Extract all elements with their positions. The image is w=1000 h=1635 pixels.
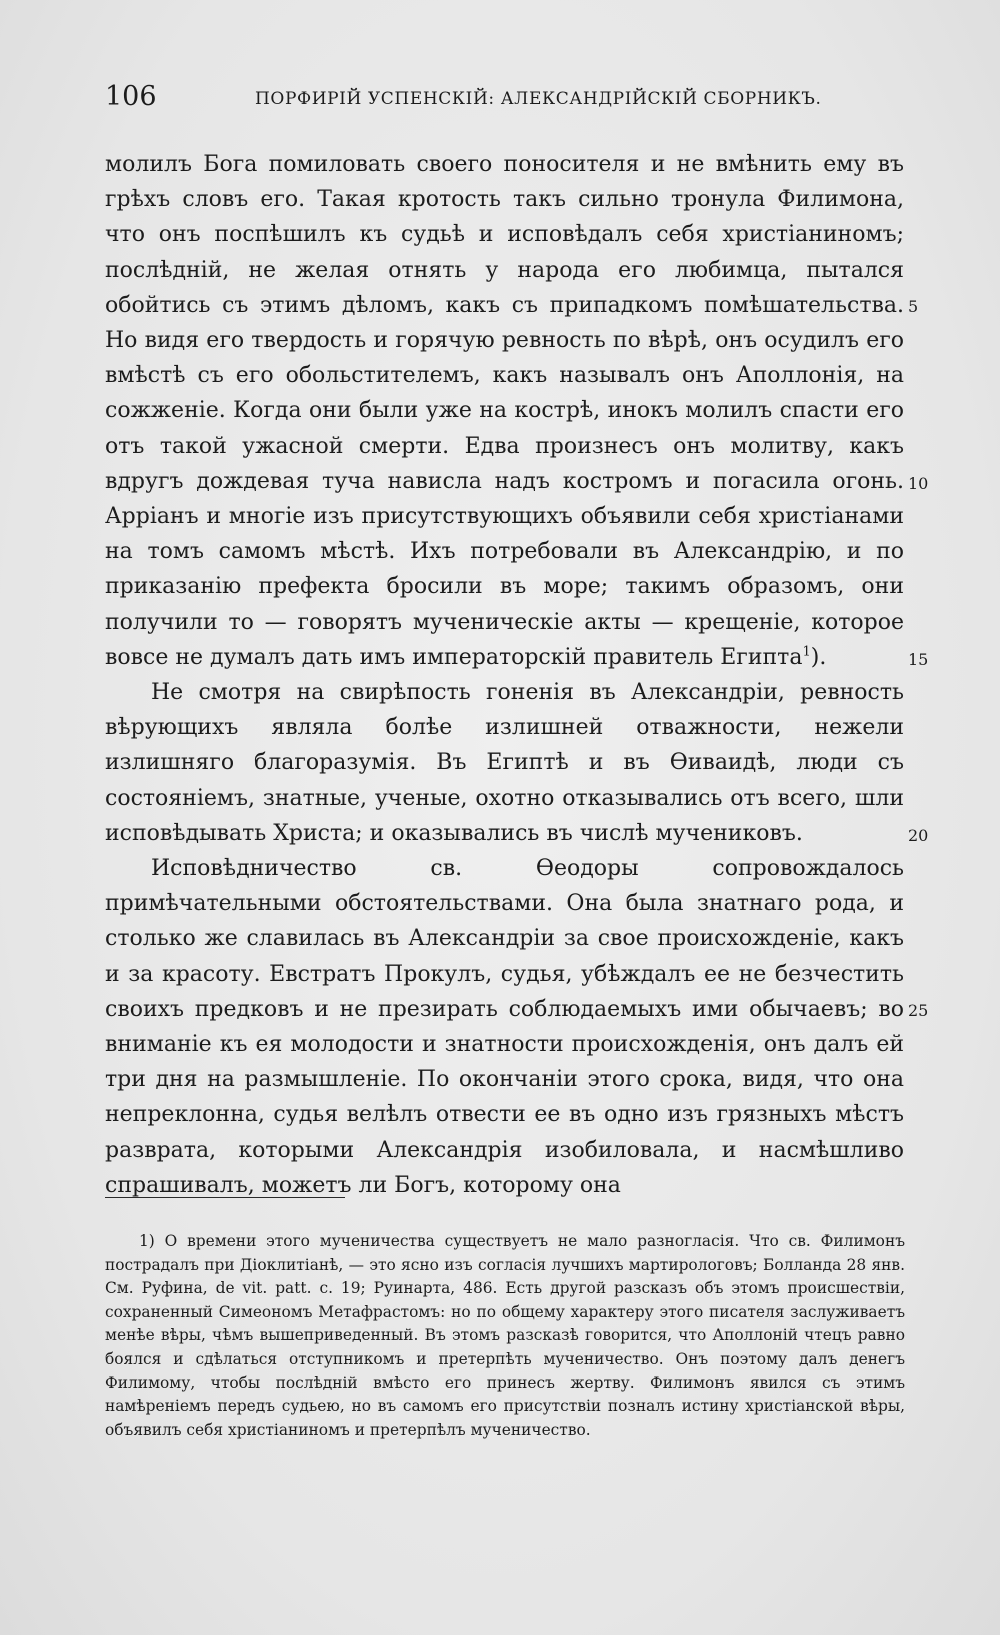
- footnote-divider: [105, 1197, 345, 1198]
- line-number-5: 5: [908, 297, 919, 316]
- footnote-reference[interactable]: 1: [802, 644, 811, 660]
- paragraph-1-tail: ).: [810, 644, 827, 670]
- running-title: ПОРФИРІЙ УСПЕНСКІЙ: АЛЕКСАНДРІЙСКІЙ СБОРНИКЪ.: [255, 89, 822, 109]
- line-number-10: 10: [908, 474, 929, 493]
- page-number: 106: [105, 81, 157, 112]
- paragraph-3: Исповѣдничество св. Ѳеодоры сопровождалось примѣчательными обстоятельствами. Она была знатнаго рода, и столько же славилась въ Александріи за свое происхожденіе, какъ и за красоту. Евстратъ Прокулъ, судья, убѣждалъ ее не безчестить своихъ предковъ и не презирать соблюдаемыхъ ими обычаевъ; во вниманіе къ ея молодости и знатности происхожденія, онъ далъ ей три дня на размышленіе. По окончаніи этого срока, видя, что она непреклонна, судья велѣлъ отвести ее въ одно изъ грязныхъ мѣстъ разврата, которыми Александрія изобиловала, и насмѣшливо спрашивалъ, можетъ ли Богъ, которому она: [105, 856, 904, 1198]
- line-number-15: 15: [908, 650, 929, 669]
- line-number-20: 20: [908, 826, 929, 845]
- paragraph-2: Не смотря на свирѣпость гоненія въ Александріи, ревность вѣрующихъ являла болѣе излишней отважности, нежели излишняго благоразумія. Въ Египтѣ и въ Ѳиваидѣ, люди съ состояніемъ, знатные, ученые, охотно отказывались отъ всего, шли исповѣдывать Христа; и оказывались въ числѣ мучениковъ.: [105, 680, 904, 846]
- footnote-1: 1) О времени этого мученичества существуетъ не мало разногласія. Что св. Филимонъ пострадалъ при Діоклитіанѣ, — это ясно изъ согласія лучшихъ мартирологовъ; Болланда 28 янв. См. Руфина, de vit. patt. c. 19; Руинарта, 486. Есть другой разсказъ объ этомъ происшествіи, сохраненный Симеономъ Метафрастомъ: но по общему характеру этого писателя заслуживаетъ менѣе вѣры, чѣмъ вышеприведенный. Въ этомъ разсказѣ говорится, что Аполлоній чтецъ равно боялся и сдѣлаться отступникомъ и претерпѣть мученичество. Онъ поэтому далъ денегъ Филимому, чтобы послѣдній вмѣсто его принесъ жертву. Филимонъ явился съ этимъ намѣреніемъ передъ судьею, но въ самомъ его присутствіи позналъ истину христіанской вѣры, объявилъ себя христіаниномъ и претерпѣлъ мученичество.: [105, 1232, 905, 1439]
- main-text: [105, 147, 904, 1203]
- paragraph-1-text: молилъ Бога помиловать своего поносителя и не вмѣнить ему въ грѣхъ словъ его. Такая кротость такъ сильно тронула Филимона, что онъ поспѣшилъ къ судьѣ и исповѣдалъ себя христіаниномъ; послѣдній, не желая отнять у народа его любимца, пытался обойтись съ этимъ дѣломъ, какъ съ припадкомъ помѣшательства. Но видя его твердость и горячую ревность по вѣрѣ, онъ осудилъ его вмѣстѣ съ его обольстителемъ, какъ называлъ онъ Аполлонія, на сожженіе. Когда они были уже на кострѣ, инокъ молилъ спасти его отъ такой ужасной смерти. Едва произнесъ онъ молитву, какъ вдругъ дождевая туча нависла надъ костромъ и погасила огонь. Арріанъ и многіе изъ присутствующихъ объявили себя христіанами на томъ самомъ мѣстѣ. Ихъ потребовали въ Александрію, и по приказанію префекта бросили въ море; такимъ образомъ, они получили то — говорятъ мученическіе акты — крещеніе, которое вовсе не думалъ дать имъ императорскій правитель Египта: [105, 152, 904, 670]
- footnotes: [105, 1230, 905, 1442]
- line-number-25: 25: [908, 1001, 929, 1020]
- paragraph-1: [105, 147, 904, 675]
- running-head: [105, 80, 905, 114]
